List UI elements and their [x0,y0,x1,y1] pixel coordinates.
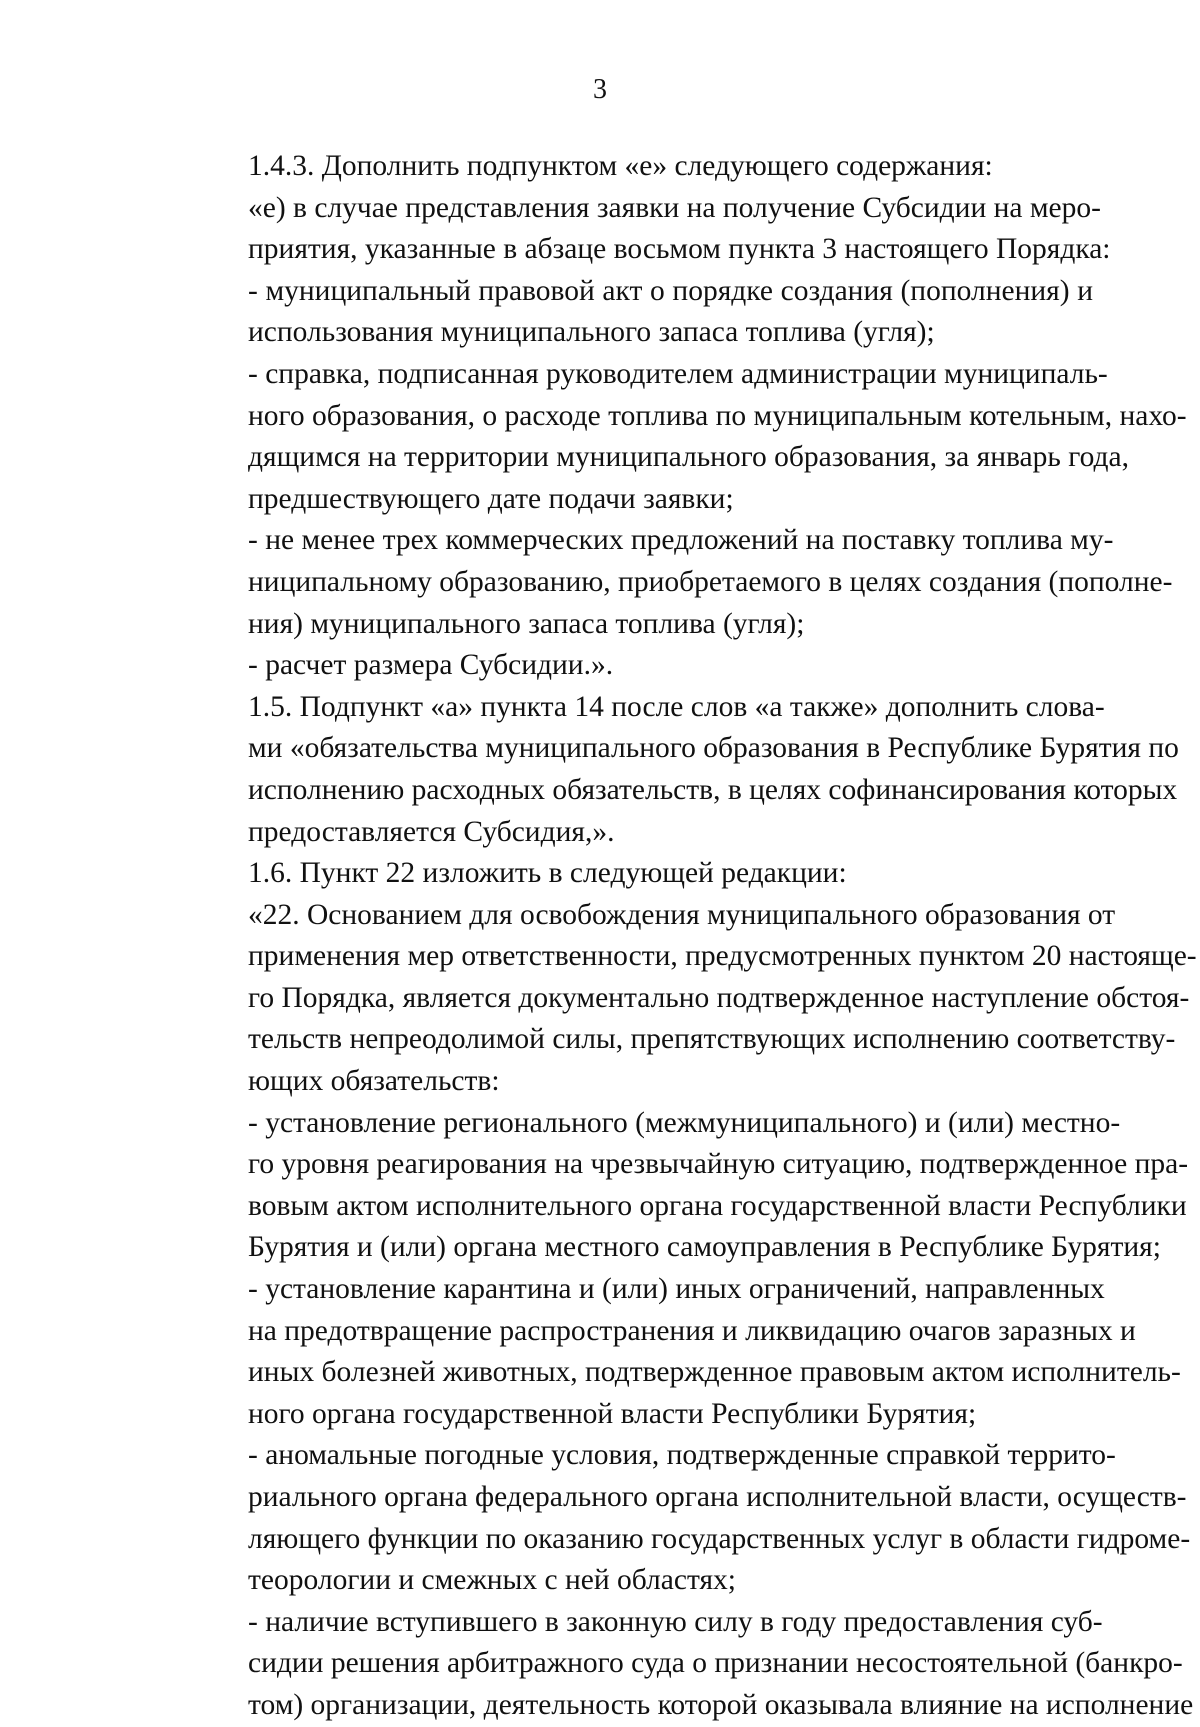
text-line: ния) муниципального запаса топлива (угля); [248,607,805,640]
text-line: го уровня реагирования на чрезвычайную ситуацию, подтвержденное пра- [248,1148,1189,1181]
text-line: на предотвращение распространения и ликвидацию очагов заразных и [248,1314,1136,1347]
paragraph-legal-act [172,271,1093,354]
text-line: - аномальные погодные условия, подтвержденные справкой террито- [248,1439,1116,1472]
text-line: 1.5. Подпункт «а» пункта 14 после слов «а также» дополнить слова- [248,690,1105,723]
paragraph-item-22 [172,895,1197,1103]
text-line: 1.4.3. Дополнить подпунктом «е» следующего содержания: [248,150,993,182]
text-line: ляющего функции по оказанию государственных услуг в области гидроме- [248,1522,1191,1555]
text-line: «22. Основанием для освобождения муниципального образования от [248,898,1116,931]
paragraph-1-6 [172,853,1093,895]
text-line: ного образования, о расходе топлива по муниципальным котельным, нахо- [248,399,1187,432]
text-line: вовым актом исполнительного органа государственной власти Республики [248,1189,1187,1222]
text-line: риального органа федерального органа исполнительной власти, осуществ- [248,1481,1187,1513]
text-line: - установление регионального (межмуниципального) и (или) местно- [248,1106,1121,1139]
text-line: 1.6. Пункт 22 изложить в следующей редакции: [248,857,847,890]
text-line: - справка, подписанная руководителем администрации муниципаль- [248,357,1108,390]
text-line: исполнению расходных обязательств, в целях софинансирования которых [248,773,1178,806]
text-line: приятия, указанные в абзаце восьмом пункта 3 настоящего Порядка: [248,233,1111,266]
text-line: Бурятия и (или) органа местного самоуправления в Республике Бурятия; [248,1231,1161,1264]
text-line: тельств непреодолимой силы, препятствующих исполнению соответству- [248,1023,1176,1056]
text-line: предоставляется Субсидия,». [248,815,615,848]
text-line: ющих обязательств: [248,1065,500,1098]
paragraph-subitem-e [172,188,1111,271]
text-line: ного органа государственной власти Республики Бурятия; [248,1397,977,1430]
paragraph-weather [172,1435,1191,1601]
text-line: использования муниципального запаса топлива (угля); [248,316,935,349]
text-line: ми «обязательства муниципального образования в Республике Бурятия по [248,732,1179,765]
paragraph-emergency-level [172,1103,1189,1269]
paragraph-1-5 [172,687,1179,853]
text-line: применения мер ответственности, предусмотренных пунктом 20 настояще- [248,940,1197,973]
text-line: - не менее трех коммерческих предложений на поставку топлива му- [248,524,1114,557]
text-line: - муниципальный правовой акт о порядке создания (пополнения) и [248,274,1093,307]
text-line: ниципальному образованию, приобретаемого в целях создания (пополне- [248,565,1173,598]
text-line: - расчет размера Субсидии.». [248,649,614,682]
page-number: 3 [593,74,607,105]
text-line: «е) в случае представления заявки на получение Субсидии на меро- [248,191,1101,224]
paragraph-commercial-offers [172,520,1173,645]
text-line: теорологии и смежных с ней областях; [248,1564,736,1597]
text-line: - установление карантина и (или) иных ограничений, направленных [248,1273,1105,1306]
paragraph-bankruptcy [172,1602,1194,1727]
text-line: дящимся на территории муниципального образования, за январь года, [248,441,1129,474]
paragraph-1-4-3 [172,146,1093,188]
text-line: предшествующего дате подачи заявки; [248,482,734,515]
text-line: го Порядка, является документально подтвержденное наступление обстоя- [248,981,1190,1014]
paragraph-subsidy-calculation [172,645,1093,687]
text-line: - наличие вступившего в законную силу в году предоставления суб- [248,1605,1103,1638]
text-line: сидии решения арбитражного суда о признании несостоятельной (банкро- [248,1647,1183,1680]
document-body [172,146,1197,1727]
paragraph-fuel-certificate [172,354,1187,520]
text-line: том) организации, деятельность которой оказывала влияние на исполнение [248,1688,1194,1721]
paragraph-quarantine [172,1269,1181,1435]
text-line: иных болезней животных, подтвержденное правовым актом исполнитель- [248,1356,1181,1389]
